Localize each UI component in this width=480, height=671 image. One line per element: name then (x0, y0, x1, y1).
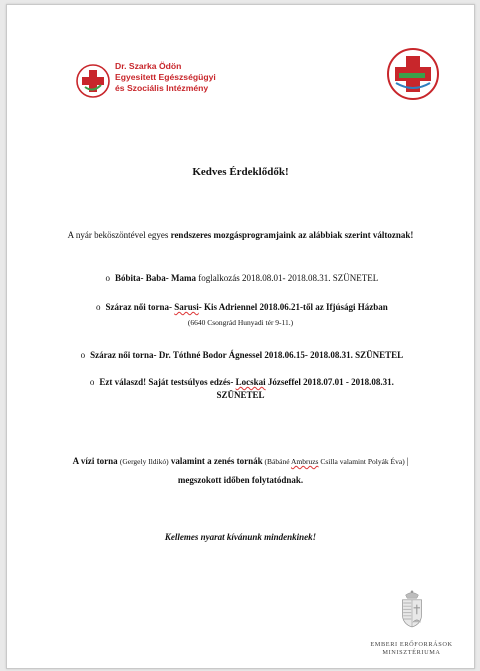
hungarian-coat-of-arms-icon (396, 586, 428, 636)
intro-text (7, 230, 474, 240)
item-text: Józseffel 2018.07.01 - 2018.08.31. (265, 377, 394, 387)
item-continuation: SZÜNETEL (216, 390, 265, 400)
para-a3: valamint a (168, 456, 214, 466)
red-cross-heart-logo-icon (75, 63, 111, 99)
para-a2: (Gergely Ildikó) (119, 457, 169, 466)
ministry-line-1: EMBERI ERŐFORRÁSOK (370, 641, 453, 648)
para-a7: Csilla valamint Polyák Éva) (318, 457, 407, 466)
intro-pre: A nyár beköszöntével egyes (67, 230, 171, 240)
bullet-icon: o (95, 302, 101, 312)
logo-line-3: és Szociális Intézmény (115, 83, 209, 93)
bullet-icon: o (105, 273, 110, 283)
para-a5: (Bábáné (262, 457, 291, 466)
bullet-icon: o (80, 350, 86, 360)
item-underlined: Locskai (235, 377, 266, 387)
paragraph-line-1 (7, 456, 474, 466)
item-text: - Kis Adriennel 2018.06.21-től az Ifjúsági Házban (198, 302, 388, 312)
para-a6: Ambruzs (290, 457, 319, 466)
document-page (6, 4, 475, 669)
paragraph-line-2: megszokott időben folytatódnak. (177, 475, 304, 485)
institution-logo (75, 61, 225, 101)
page-title: Kedves Érdeklődők! (192, 166, 289, 178)
item-text: Dr. Tóthné Bodor Ágnessel 2018.06.15- 2018.08.31. SZÜNETEL (156, 350, 404, 360)
round-cross-emblem-icon (386, 47, 440, 101)
list-item (7, 273, 474, 283)
text-cursor: | (406, 456, 409, 466)
greeting: Kellemes nyarat kívánunk mindenkinek! (164, 532, 317, 542)
list-item (7, 350, 474, 360)
item-address: (6640 Csongrád Hunyadi tér 9-11.) (187, 318, 294, 327)
item-underlined: Sarusi (174, 302, 199, 312)
ministry-logo (359, 584, 464, 666)
para-a4: zenés tornák (213, 456, 263, 466)
item-bold: Száraz női torna- (90, 350, 157, 360)
bullet-icon: o (89, 377, 95, 387)
list-item (7, 377, 474, 387)
logo-line-1: Dr. Szarka Ödön (115, 61, 182, 71)
logo-line-2: Egyesitett Egészségügyi (115, 72, 216, 82)
para-a1: A vízi torna (72, 456, 120, 466)
item-bold: Száraz női torna- (105, 302, 175, 312)
item-bold: Ezt válaszd! Saját testsúlyos edzés- (99, 377, 236, 387)
intro-bold: rendszeres mozgásprogramjaink az alábbiak szerint változnak! (170, 230, 414, 240)
item-text: foglalkozás 2018.08.01- 2018.08.31. SZÜNETEL (196, 273, 379, 283)
round-emblem-logo (386, 47, 440, 101)
list-item (7, 302, 474, 312)
ministry-line-2: MINISZTÉRIUMA (382, 649, 441, 656)
item-bold: Bóbita- Baba- Mama (115, 273, 196, 283)
